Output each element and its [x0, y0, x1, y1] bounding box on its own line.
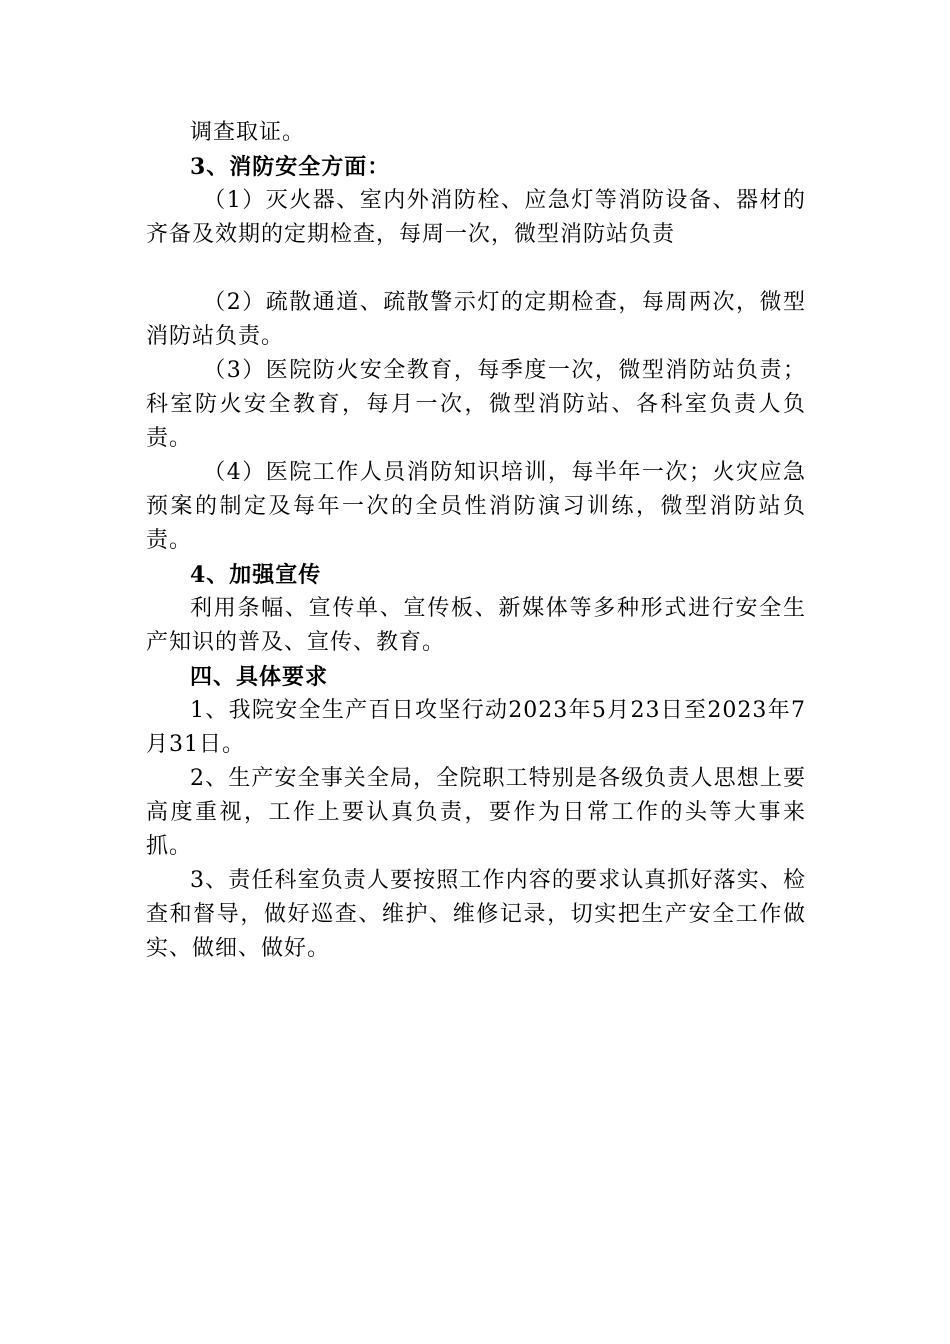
- document-body: [146, 116, 806, 966]
- paragraph-continuation: 调查取证。: [190, 120, 306, 145]
- requirement-item-3: 3、责任科室负责人要按照工作内容的要求认真抓好落实、检查和督导，做好巡查、维护、维修记录，切实把生产安全工作做实、做细、做好。: [146, 868, 806, 961]
- list-item-fire-education: （3）医院防火安全教育，每季度一次，微型消防站负责；科室防火安全教育，每月一次，微型消防站、各科室负责人负责。: [146, 358, 806, 451]
- list-item-fire-training: （4）医院工作人员消防知识培训，每半年一次；火灾应急预案的制定及每年一次的全员性消防演习训练，微型消防站负责。: [146, 460, 806, 553]
- section-heading-fire-safety: 3、消防安全方面：: [190, 154, 391, 180]
- paragraph-publicity: 利用条幅、宣传单、宣传板、新媒体等多种形式进行安全生产知识的普及、宣传、教育。: [146, 596, 806, 655]
- requirement-item-1: 1、我院安全生产百日攻坚行动2023年5月23日至2023年7月31日。: [146, 698, 806, 757]
- list-item-fire-equipment-check: （1）灭火器、室内外消防栓、应急灯等消防设备、器材的齐备及效期的定期检查，每周一次，微型消防站负责: [146, 188, 806, 247]
- list-item-evacuation-check: （2）疏散通道、疏散警示灯的定期检查，每周两次，微型消防站负责。: [146, 290, 806, 349]
- requirement-item-2: 2、生产安全事关全局，全院职工特别是各级负责人思想上要高度重视，工作上要认真负责，要作为日常工作的头等大事来抓。: [146, 766, 806, 859]
- section-heading-requirements: 四、具体要求: [190, 664, 329, 690]
- section-heading-publicity: 4、加强宣传: [190, 562, 322, 588]
